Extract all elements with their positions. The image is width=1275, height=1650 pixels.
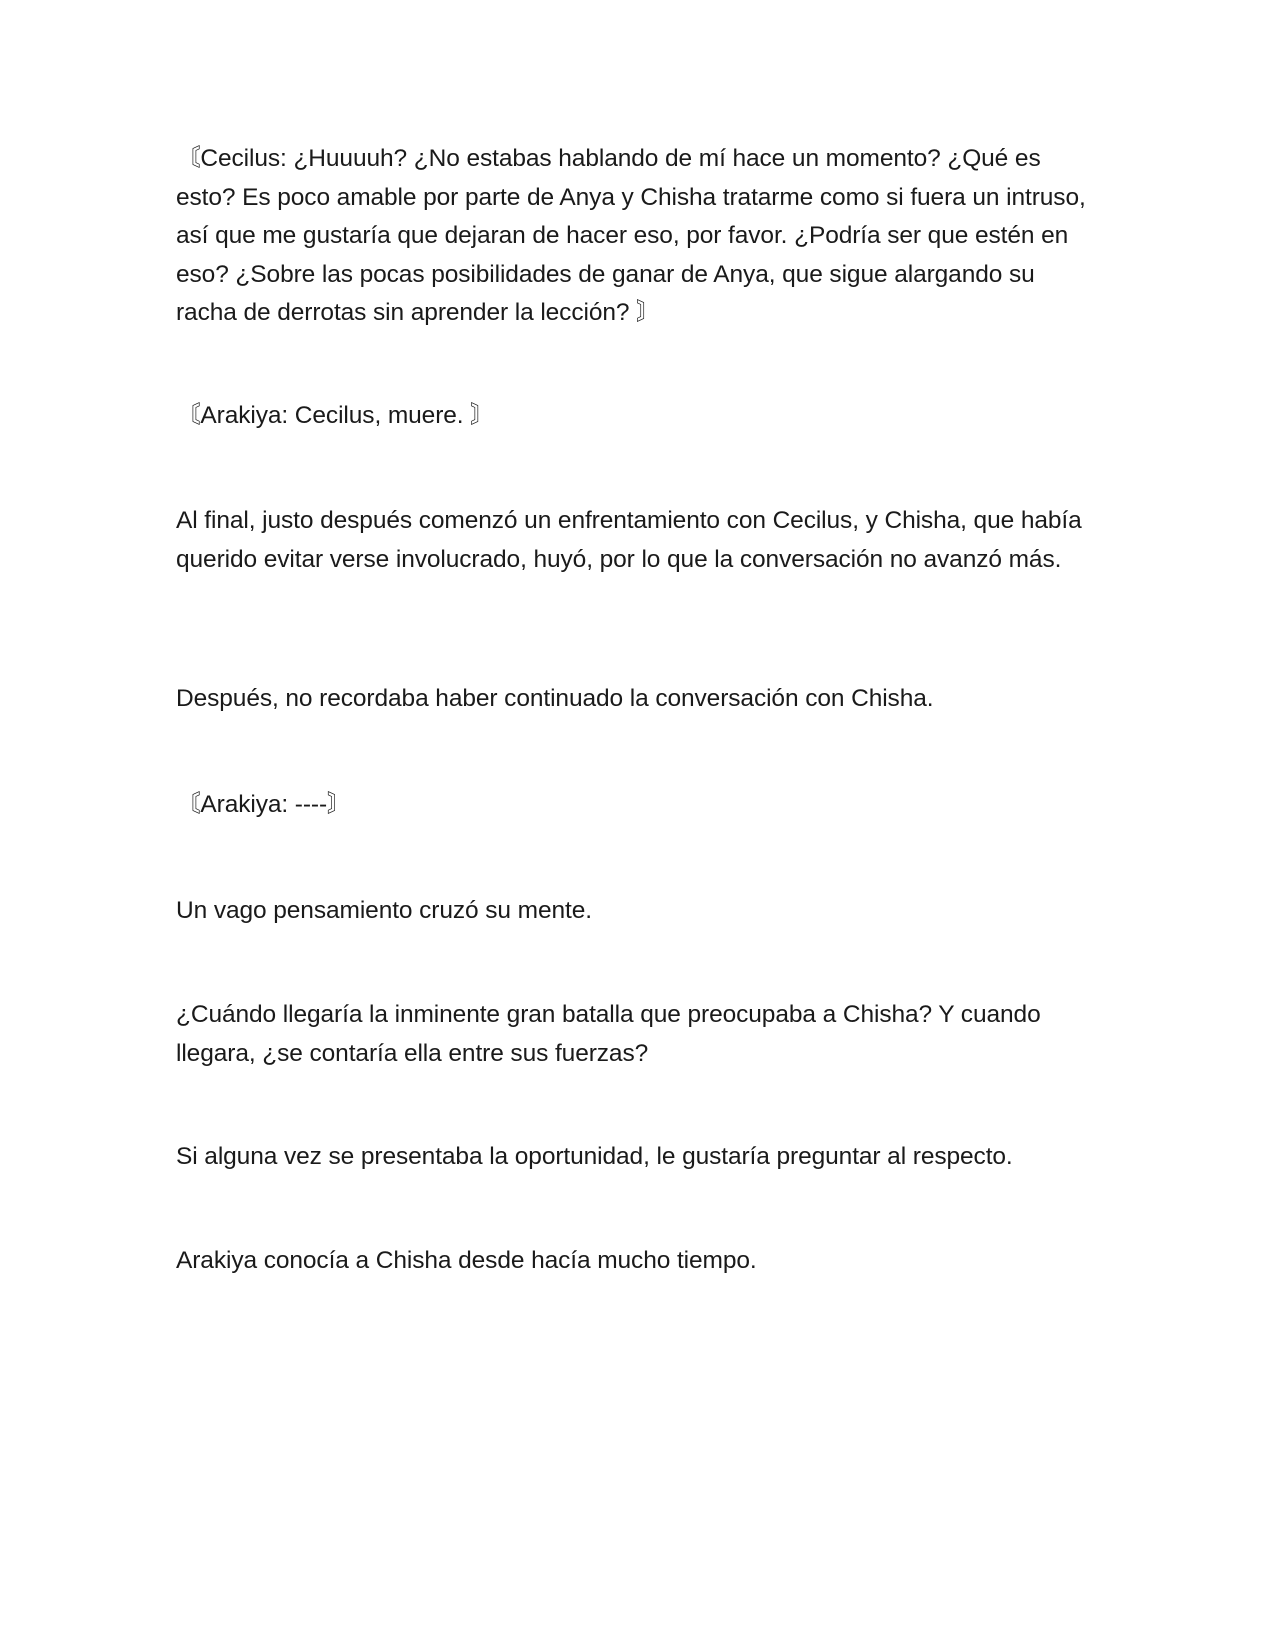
- narration-paragraph-conocia: Arakiya conocía a Chisha desde hacía mucho tiempo.: [176, 1247, 757, 1274]
- dialogue-paragraph-arakiya-muere: 〘Arakiya: Cecilus, muere. 〙: [176, 402, 495, 429]
- narration-paragraph-oportunidad: Si alguna vez se presentaba la oportunidad, le gustaría preguntar al respecto.: [176, 1143, 1013, 1170]
- narration-paragraph-batalla: ¿Cuándo llegaría la inminente gran batalla que preocupaba a Chisha? Y cuando llegara, ¿se contaría ella entre sus fuerzas?: [176, 1001, 1041, 1067]
- narration-paragraph-pensamiento: Un vago pensamiento cruzó su mente.: [176, 897, 592, 924]
- dialogue-paragraph-arakiya-silence: 〘Arakiya: ----〙: [176, 791, 352, 818]
- narration-paragraph-despues: Después, no recordaba haber continuado la conversación con Chisha.: [176, 685, 934, 712]
- narration-paragraph-enfrentamiento: Al final, justo después comenzó un enfrentamiento con Cecilus, y Chisha, que había querido evitar verse involucrado, huyó, por lo que la conversación no avanzó más.: [176, 507, 1082, 573]
- dialogue-paragraph-cecilus: 〘Cecilus: ¿Huuuuh? ¿No estabas hablando de mí hace un momento? ¿Qué es esto? Es poco amable por parte de Anya y Chisha tratarme como si fuera un intruso, así que me gustaría que dejaran de hacer eso, por favor. ¿Podría ser que estén en eso? ¿Sobre las pocas posibilidades de ganar de Anya, que sigue alargando su racha de derrotas sin aprender la lección? 〙: [176, 145, 1093, 326]
